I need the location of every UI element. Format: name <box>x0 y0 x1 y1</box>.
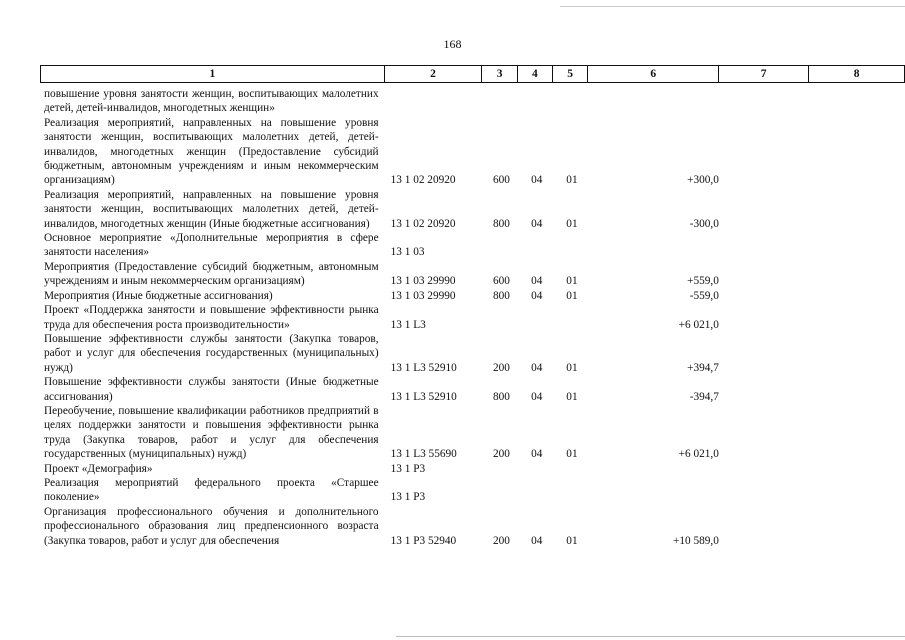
row-pr: 01 <box>566 534 578 547</box>
row-name: Основное мероприятие «Дополнительные мероприятия в сфере занятости населения» <box>44 232 379 259</box>
row-code: 13 1 P3 <box>390 491 426 504</box>
table-row <box>40 505 905 548</box>
row-code: 13 1 P3 52940 <box>390 534 457 547</box>
row-name: Реализация мероприятий, направленных на повышение уровня занятости женщин, воспитывающих малолетних детей, детей-инвалидов, многодетных женщин (Иные бюджетные ассигнования) <box>44 188 379 230</box>
row-name: Реализация мероприятий, направленных на повышение уровня занятости женщин, воспитывающих малолетних детей, детей-инвалидов, многодетных женщин (Предоставление субсидий бюджетным, автономным учреждениям и иным некоммерческим организациям) <box>44 116 379 187</box>
row-pr <box>554 303 589 332</box>
row-rz: 04 <box>531 448 543 461</box>
column-header-6: 6 <box>588 66 719 83</box>
table-row <box>40 116 905 188</box>
row-rz: 04 <box>531 289 543 302</box>
row-amount: +6 021,0 <box>678 318 719 331</box>
row-code: 13 1 02 20920 <box>390 174 456 187</box>
row-code <box>385 87 484 116</box>
row-pr: 01 <box>566 390 578 403</box>
row-rz: 04 <box>531 361 543 374</box>
table-row <box>40 462 905 476</box>
row-code: 13 1 03 29990 <box>390 289 456 302</box>
column-header-3: 3 <box>482 66 517 83</box>
table-row <box>40 476 905 505</box>
row-vr <box>484 462 519 476</box>
row-code: 13 1 L3 55690 <box>390 448 457 461</box>
row-pr: 01 <box>566 361 578 374</box>
row-amount: -559,0 <box>689 289 719 302</box>
row-vr: 600 <box>492 275 510 288</box>
row-vr <box>484 231 519 260</box>
row-code: 13 1 P3 <box>390 462 426 475</box>
row-vr: 800 <box>492 390 510 403</box>
row-code: 13 1 L3 52910 <box>390 390 457 403</box>
row-amount: +394,7 <box>687 361 719 374</box>
row-name: Реализация мероприятий федерального проекта «Старшее поколение» <box>44 476 379 504</box>
column-header-row <box>41 66 905 83</box>
row-amount <box>590 462 721 476</box>
row-rz <box>519 476 554 505</box>
column-header-8: 8 <box>809 66 905 83</box>
row-vr: 200 <box>492 534 510 547</box>
table-row <box>40 303 905 332</box>
row-pr: 01 <box>566 289 578 302</box>
page-number: 168 <box>443 37 462 51</box>
row-rz <box>519 303 554 332</box>
row-name: Повышение эффективности службы занятости (Закупка товаров, работ и услуг для обеспечения государственных (муниципальных) нужд) <box>44 332 379 374</box>
row-name: Повышение эффективности службы занятости (Иные бюджетные ассигнования) <box>44 376 379 403</box>
row-amount: +10 589,0 <box>672 534 719 547</box>
row-rz <box>519 462 554 476</box>
row-pr: 01 <box>566 275 578 288</box>
row-vr <box>484 303 519 332</box>
row-vr <box>484 87 519 116</box>
row-rz <box>519 231 554 260</box>
row-pr <box>554 462 589 476</box>
budget-table <box>40 87 905 548</box>
row-amount: +300,0 <box>687 174 719 187</box>
row-code: 13 1 03 <box>390 246 425 259</box>
scan-edge-top <box>560 6 905 7</box>
row-amount: -394,7 <box>689 390 719 403</box>
row-vr: 200 <box>492 361 510 374</box>
table-row <box>40 289 905 303</box>
row-rz: 04 <box>531 217 543 230</box>
row-rz <box>519 87 554 116</box>
row-rz: 04 <box>531 275 543 288</box>
row-name: повышение уровня занятости женщин, воспитывающих малолетних детей, детей-инвалидов, многодетных женщин» <box>44 88 379 115</box>
row-pr: 01 <box>566 217 578 230</box>
table-row <box>40 87 905 116</box>
row-name: Проект «Демография» <box>44 462 153 475</box>
table-row <box>40 260 905 289</box>
row-vr <box>484 476 519 505</box>
table-row <box>40 231 905 260</box>
table-row <box>40 404 905 462</box>
row-code: 13 1 02 20920 <box>390 217 456 230</box>
row-rz: 04 <box>531 390 543 403</box>
row-amount <box>590 87 721 116</box>
row-pr <box>554 231 589 260</box>
row-vr: 800 <box>492 217 510 230</box>
row-vr: 200 <box>492 448 510 461</box>
row-amount: +6 021,0 <box>678 448 719 461</box>
column-header-1: 1 <box>41 66 385 83</box>
row-pr: 01 <box>566 448 578 461</box>
row-name: Проект «Поддержка занятости и повышение эффективности рынка труда для обеспечения роста производительности» <box>44 304 379 331</box>
row-name: Организация профессионального обучения и дополнительного профессионального образования лиц предпенсионного возраста (Закупка товаров, работ и услуг для обеспечения <box>44 505 379 547</box>
row-code: 13 1 03 29990 <box>390 275 456 288</box>
row-name: Мероприятия (Предоставление субсидий бюджетным, автономным учреждениям и иным некоммерческим организациям) <box>44 260 379 288</box>
row-pr <box>554 87 589 116</box>
table-row <box>40 332 905 375</box>
column-header-5: 5 <box>552 66 587 83</box>
column-header-7: 7 <box>719 66 809 83</box>
row-name: Переобучение, повышение квалификации работников предприятий в целях поддержки занятости и повышения эффективности рынка труда (Закупка товаров, работ и услуг для обеспечения государственных (муниципальных) нужд) <box>44 404 379 461</box>
table-row <box>40 375 905 404</box>
row-vr: 800 <box>492 289 510 302</box>
row-amount: -300,0 <box>689 217 719 230</box>
row-pr: 01 <box>566 174 578 187</box>
row-rz: 04 <box>531 174 543 187</box>
row-vr: 600 <box>492 174 510 187</box>
row-amount <box>590 231 721 260</box>
scan-edge-bottom <box>396 636 905 637</box>
column-header-2: 2 <box>384 66 482 83</box>
column-header-4: 4 <box>517 66 552 83</box>
row-code: 13 1 L3 <box>390 318 426 331</box>
table-row <box>40 188 905 231</box>
row-amount <box>590 476 721 505</box>
row-name: Мероприятия (Иные бюджетные ассигнования) <box>44 289 273 302</box>
row-pr <box>554 476 589 505</box>
column-header-table <box>40 65 905 83</box>
row-amount: +559,0 <box>687 275 719 288</box>
row-rz: 04 <box>531 534 543 547</box>
row-code: 13 1 L3 52910 <box>390 361 457 374</box>
